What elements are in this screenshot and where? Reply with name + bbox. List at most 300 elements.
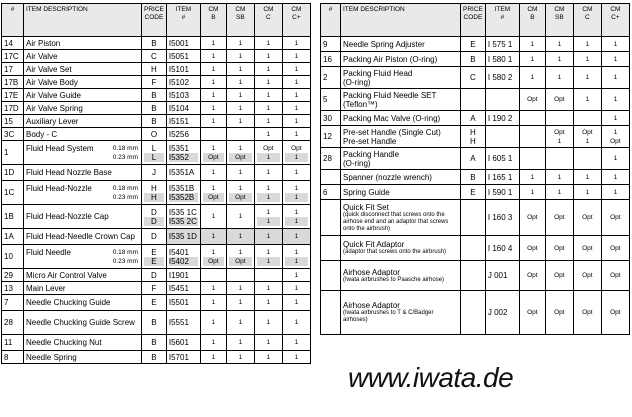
item-number xyxy=(166,141,200,165)
qty-cp xyxy=(601,111,629,126)
qty-c xyxy=(573,126,601,148)
qty-cp: 1 xyxy=(282,63,310,76)
price-code: F xyxy=(142,282,167,295)
qty-value: Opt xyxy=(203,193,224,202)
price-code-value: H xyxy=(144,193,164,202)
part-description-text: Airhose Adaptor xyxy=(343,267,400,277)
qty-sb: 1 xyxy=(226,165,254,181)
item-number: I5601 xyxy=(166,335,200,351)
part-number: 1C xyxy=(2,181,24,205)
qty-cp xyxy=(601,185,629,200)
price-code: B xyxy=(142,102,167,115)
qty-cp: 1 xyxy=(282,115,310,128)
qty-value: Opt xyxy=(610,137,621,145)
price-code: B xyxy=(142,335,167,351)
qty-value: 1 xyxy=(613,40,618,48)
qty-c: 1 xyxy=(254,76,282,89)
part-description-text: Packing Fluid Needle SET xyxy=(343,90,437,100)
qty-b xyxy=(200,181,226,205)
part-description-text: Quick Fit Adaptor xyxy=(343,240,405,249)
part-description: Fluid Head-Needle Crown Cap xyxy=(24,229,142,245)
qty-sb xyxy=(545,67,573,89)
part-number: 1A xyxy=(2,229,24,245)
qty-c xyxy=(573,185,601,200)
qty-value: Opt xyxy=(229,257,252,266)
part-number: 17D xyxy=(2,102,24,115)
qty-cp xyxy=(601,148,629,170)
item-number: I 190 2 xyxy=(485,111,519,126)
price-code: B xyxy=(142,115,167,128)
qty-value: 1 xyxy=(266,208,271,216)
qty-cp xyxy=(601,89,629,111)
part-description-text: Packing Mac Valve (O-ring) xyxy=(343,113,441,123)
price-code-value: A xyxy=(470,113,476,123)
qty-c: 1 xyxy=(254,165,282,181)
qty-value: 1 xyxy=(285,153,308,162)
qty-sb: 1 xyxy=(226,282,254,295)
qty-c: 1 xyxy=(254,335,282,351)
qty-cp xyxy=(601,52,629,67)
qty-sb xyxy=(545,200,573,236)
qty-sb: 1 xyxy=(226,50,254,63)
qty-c: 1 xyxy=(254,37,282,50)
qty-value: 1 xyxy=(530,188,535,196)
part-description xyxy=(341,200,461,236)
part-number: 2 xyxy=(321,67,341,89)
part-description: Needle Chucking Guide Screw xyxy=(24,311,142,335)
size-list xyxy=(113,248,138,266)
qty-sb xyxy=(226,128,254,141)
col-cm-cplus-header: CM C+ xyxy=(601,4,629,37)
price-code xyxy=(461,185,486,200)
item-number: I 160 3 xyxy=(485,200,519,236)
item-number: I 580 1 xyxy=(485,52,519,67)
table-row xyxy=(2,63,311,76)
qty-sb xyxy=(226,141,254,165)
qty-value: 1 xyxy=(585,40,590,48)
price-code xyxy=(461,200,486,236)
qty-value: 1 xyxy=(238,248,243,256)
col-desc-header: ITEM DESCRIPTION xyxy=(341,4,461,37)
qty-value: 1 xyxy=(257,193,280,202)
table-row xyxy=(321,291,630,335)
qty-b: 1 xyxy=(200,351,226,364)
qty-sb xyxy=(226,245,254,269)
table-row xyxy=(2,115,311,128)
price-code xyxy=(461,52,486,67)
size-list xyxy=(113,144,138,162)
size-value: 0.18 mm xyxy=(112,184,138,192)
table-row xyxy=(2,311,311,335)
qty-b xyxy=(519,291,545,335)
col-cm-b-header: CM B xyxy=(200,4,226,37)
qty-value: 1 xyxy=(613,96,618,103)
part-description: Air Valve Spring xyxy=(24,102,142,115)
part-description xyxy=(24,181,142,205)
qty-b: 1 xyxy=(200,295,226,311)
qty-b: 1 xyxy=(200,335,226,351)
item-number: I5101 xyxy=(166,63,200,76)
qty-b xyxy=(519,200,545,236)
qty-sb: 1 xyxy=(226,351,254,364)
part-number: 30 xyxy=(321,111,341,126)
part-note: (quick disconnect that screws onto the airhose end and an adaptor that screws onto the airbrush) xyxy=(343,211,449,232)
part-description: Micro Air Control Valve xyxy=(24,269,142,282)
part-description: Needle Chucking Guide xyxy=(24,295,142,311)
part-description-text: Packing Air Piston (O-ring) xyxy=(343,54,438,64)
qty-value: 1 xyxy=(266,184,271,192)
qty-c: 1 xyxy=(254,311,282,335)
qty-sb: 1 xyxy=(226,335,254,351)
part-number: 17C xyxy=(2,50,24,63)
size-value: 0.23 mm xyxy=(112,257,138,265)
price-code: B xyxy=(142,351,167,364)
item-number: I 590 1 xyxy=(485,185,519,200)
col-item-header: ITEM # xyxy=(166,4,200,37)
price-code: F xyxy=(142,76,167,89)
item-number: I 605 1 xyxy=(485,148,519,170)
qty-b xyxy=(200,128,226,141)
qty-value: 1 xyxy=(294,248,299,256)
part-number: 17B xyxy=(2,76,24,89)
price-code-value: E xyxy=(470,187,476,197)
part-description: Air Valve Guide xyxy=(24,89,142,102)
qty-value: 1 xyxy=(613,188,618,196)
item-number: I 580 2 xyxy=(485,67,519,89)
col-cm-c-header: CM C xyxy=(573,4,601,37)
qty-value: 1 xyxy=(557,55,562,63)
part-description-text: Quick Fit Set xyxy=(343,202,389,212)
price-code: C xyxy=(142,50,167,63)
part-number: 9 xyxy=(321,37,341,52)
part-description-text: Pre-set Handle xyxy=(343,136,397,146)
item-number: I5501 xyxy=(166,295,200,311)
part-number: 28 xyxy=(2,311,24,335)
qty-b xyxy=(519,126,545,148)
part-description-text: (Teflon™) xyxy=(343,99,378,109)
table-row xyxy=(2,269,311,282)
part-description xyxy=(341,89,461,111)
qty-b xyxy=(519,89,545,111)
table-row xyxy=(2,50,311,63)
part-number: 29 xyxy=(2,269,24,282)
qty-b: 1 xyxy=(200,102,226,115)
qty-c: 1 xyxy=(254,102,282,115)
qty-value: 1 xyxy=(557,173,562,181)
table-row xyxy=(2,282,311,295)
qty-value: Opt xyxy=(554,96,565,103)
part-description xyxy=(341,52,461,67)
part-description-text: Fluid Head System xyxy=(26,143,94,153)
item-value: I5352 xyxy=(169,153,198,162)
qty-sb xyxy=(545,89,573,111)
price-code-value: A xyxy=(470,154,476,163)
table-row xyxy=(321,37,630,52)
col-price-code-header: PRICE CODE xyxy=(461,4,486,37)
col-cm-c-header: CM C xyxy=(254,4,282,37)
qty-b: 1 xyxy=(200,115,226,128)
qty-value: 1 xyxy=(613,55,618,63)
qty-cp: 1 xyxy=(282,76,310,89)
qty-sb xyxy=(545,52,573,67)
price-code-value: B xyxy=(470,172,476,182)
price-code xyxy=(461,111,486,126)
qty-value: 1 xyxy=(211,184,216,192)
qty-cp xyxy=(282,245,310,269)
part-description xyxy=(341,148,461,170)
price-code xyxy=(461,291,486,335)
qty-cp xyxy=(282,205,310,229)
qty-cp xyxy=(601,261,629,291)
qty-value: Opt xyxy=(203,153,224,162)
part-description: Auxiliary Lever xyxy=(24,115,142,128)
part-number: 28 xyxy=(321,148,341,170)
qty-b: 1 xyxy=(200,63,226,76)
qty-value: Opt xyxy=(554,214,565,221)
qty-value: 1 xyxy=(557,188,562,196)
table-row xyxy=(2,205,311,229)
part-description xyxy=(341,67,461,89)
website-watermark: www.iwata.de xyxy=(348,362,514,393)
part-number: 8 xyxy=(2,351,24,364)
qty-value: 1 xyxy=(530,173,535,181)
table-row xyxy=(321,89,630,111)
part-number: 10 xyxy=(2,245,24,269)
parts-table-left xyxy=(1,3,311,364)
part-description: Air Valve Set xyxy=(24,63,142,76)
qty-cp: 1 xyxy=(282,311,310,335)
price-code xyxy=(461,261,486,291)
qty-c xyxy=(573,200,601,236)
qty-sb xyxy=(545,148,573,170)
part-number xyxy=(321,236,341,261)
qty-value: 1 xyxy=(266,248,271,256)
qty-value: 1 xyxy=(585,173,590,181)
part-number: 16 xyxy=(321,52,341,67)
price-code xyxy=(461,89,486,111)
qty-b xyxy=(519,185,545,200)
qty-cp xyxy=(601,37,629,52)
price-code xyxy=(461,170,486,185)
qty-c: 1 xyxy=(254,50,282,63)
size-value: 0.23 mm xyxy=(112,193,138,201)
item-number xyxy=(485,89,519,111)
part-description-text: Airhose Adaptor xyxy=(343,301,400,310)
qty-c: 1 xyxy=(254,295,282,311)
table-row xyxy=(2,335,311,351)
part-number xyxy=(321,200,341,236)
qty-c xyxy=(573,37,601,52)
price-code-value: E xyxy=(144,257,164,266)
part-description-text: Fluid Needle xyxy=(26,247,71,257)
qty-b xyxy=(519,111,545,126)
table-row xyxy=(2,229,311,245)
qty-value: 1 xyxy=(285,257,308,266)
qty-cp: 1 xyxy=(282,282,310,295)
qty-c xyxy=(573,67,601,89)
qty-cp xyxy=(601,126,629,148)
qty-c: 1 xyxy=(254,115,282,128)
table-row xyxy=(2,76,311,89)
qty-value: 1 xyxy=(585,188,590,196)
qty-c: 1 xyxy=(254,128,282,141)
price-code: B xyxy=(142,311,167,335)
item-value: I5352B xyxy=(169,193,198,202)
header-row xyxy=(2,4,311,37)
part-number: 5 xyxy=(321,89,341,111)
qty-c xyxy=(573,111,601,126)
qty-c: 1 xyxy=(254,282,282,295)
item-number xyxy=(166,205,200,229)
price-code xyxy=(461,37,486,52)
qty-c xyxy=(573,291,601,335)
qty-value: 1 xyxy=(585,137,590,145)
qty-b: 1 xyxy=(200,50,226,63)
qty-b xyxy=(519,67,545,89)
qty-value: 1 xyxy=(557,74,562,81)
qty-b: 1 xyxy=(200,282,226,295)
col-cm-sb-header: CM SB xyxy=(545,4,573,37)
table-row xyxy=(321,236,630,261)
qty-value: Opt xyxy=(527,309,538,316)
table-row xyxy=(2,89,311,102)
qty-value: Opt xyxy=(554,244,565,252)
qty-c xyxy=(254,181,282,205)
item-number: I535 1D xyxy=(166,229,200,245)
qty-sb: 1 xyxy=(226,89,254,102)
qty-value: 1 xyxy=(530,55,535,63)
part-number: 11 xyxy=(2,335,24,351)
qty-b xyxy=(519,148,545,170)
qty-c xyxy=(254,205,282,229)
part-description: Fluid Head Nozzle Base xyxy=(24,165,142,181)
part-description xyxy=(341,236,461,261)
part-number: 1 xyxy=(2,141,24,165)
part-description-text: (O-ring) xyxy=(343,158,371,168)
qty-value: Opt xyxy=(527,214,538,221)
item-number: I5351A xyxy=(166,165,200,181)
table-row xyxy=(321,148,630,170)
item-value: I5351 xyxy=(168,143,189,153)
qty-sb: 1 xyxy=(226,311,254,335)
price-code: B xyxy=(142,37,167,50)
item-number xyxy=(485,126,519,148)
qty-cp: 1 xyxy=(282,89,310,102)
qty-value: 1 xyxy=(257,217,280,226)
qty-value: 1 xyxy=(613,114,618,122)
qty-c xyxy=(254,141,282,165)
qty-c xyxy=(254,269,282,282)
qty-b: 1 xyxy=(200,89,226,102)
part-note: (Iwata airbrushes to T & C/Badger airhoses) xyxy=(343,310,434,323)
qty-sb xyxy=(545,185,573,200)
size-value: 0.18 mm xyxy=(112,248,138,256)
col-cm-cplus-header: CM C+ xyxy=(282,4,310,37)
qty-sb xyxy=(226,269,254,282)
table-row xyxy=(321,185,630,200)
price-code xyxy=(461,126,486,148)
item-value: I535 2C xyxy=(168,216,197,226)
size-value: 0.18 mm xyxy=(112,144,138,152)
qty-value: Opt xyxy=(554,128,565,136)
part-number xyxy=(321,291,341,335)
part-number: 7 xyxy=(2,295,24,311)
qty-value: Opt xyxy=(229,193,252,202)
item-value: I5351B xyxy=(168,183,195,193)
col-item-header: ITEM # xyxy=(485,4,519,37)
qty-c: 1 xyxy=(254,89,282,102)
part-number: 12 xyxy=(321,126,341,148)
qty-value: 1 xyxy=(211,213,216,220)
price-code-value: B xyxy=(470,54,476,64)
price-code xyxy=(461,67,486,89)
qty-cp: 1 xyxy=(282,102,310,115)
part-number: 3C xyxy=(2,128,24,141)
qty-sb: 1 xyxy=(226,102,254,115)
col-num-header: # xyxy=(2,4,24,37)
price-code-value: H xyxy=(470,136,476,146)
qty-value: 1 xyxy=(285,193,308,202)
item-number: I5551 xyxy=(166,311,200,335)
item-number: J 001 xyxy=(485,261,519,291)
part-number: 6 xyxy=(321,185,341,200)
part-note: (Iwata airbrushes to Paasche airhose) xyxy=(343,276,445,283)
price-code xyxy=(461,236,486,261)
price-code: E xyxy=(142,295,167,311)
qty-c: 1 xyxy=(254,63,282,76)
part-description-text: Spanner (nozzle wrench) xyxy=(343,172,432,182)
qty-value: 1 xyxy=(294,208,299,216)
qty-value: 1 xyxy=(585,74,590,81)
table-row xyxy=(2,141,311,165)
price-code xyxy=(461,148,486,170)
qty-value: Opt xyxy=(582,244,593,252)
item-number xyxy=(166,181,200,205)
price-code xyxy=(142,205,167,229)
qty-value: 1 xyxy=(238,144,243,152)
qty-value: Opt xyxy=(582,272,593,279)
qty-sb xyxy=(545,37,573,52)
price-code xyxy=(142,245,167,269)
qty-value: 1 xyxy=(557,40,562,48)
item-number: I 165 1 xyxy=(485,170,519,185)
table-row xyxy=(321,111,630,126)
col-desc-header: ITEM DESCRIPTION xyxy=(24,4,142,37)
price-code-value: L xyxy=(151,143,157,153)
column-divider xyxy=(314,0,318,417)
part-description: Needle Chucking Nut xyxy=(24,335,142,351)
price-code: O xyxy=(142,128,167,141)
qty-c xyxy=(573,170,601,185)
qty-cp: 1 xyxy=(282,335,310,351)
qty-cp: 1 xyxy=(282,128,310,141)
qty-value: Opt xyxy=(229,153,252,162)
qty-b xyxy=(200,141,226,165)
price-code xyxy=(142,181,167,205)
qty-value: Opt xyxy=(203,257,224,266)
qty-b xyxy=(200,245,226,269)
qty-c: 1 xyxy=(254,229,282,245)
qty-value: Opt xyxy=(610,244,621,252)
item-number: I5104 xyxy=(166,102,200,115)
qty-cp xyxy=(601,236,629,261)
part-description xyxy=(341,261,461,291)
item-value: I5401 xyxy=(168,247,189,257)
qty-sb xyxy=(545,170,573,185)
qty-cp xyxy=(282,181,310,205)
qty-value: Opt xyxy=(263,144,274,152)
parts-table-right xyxy=(320,3,630,335)
